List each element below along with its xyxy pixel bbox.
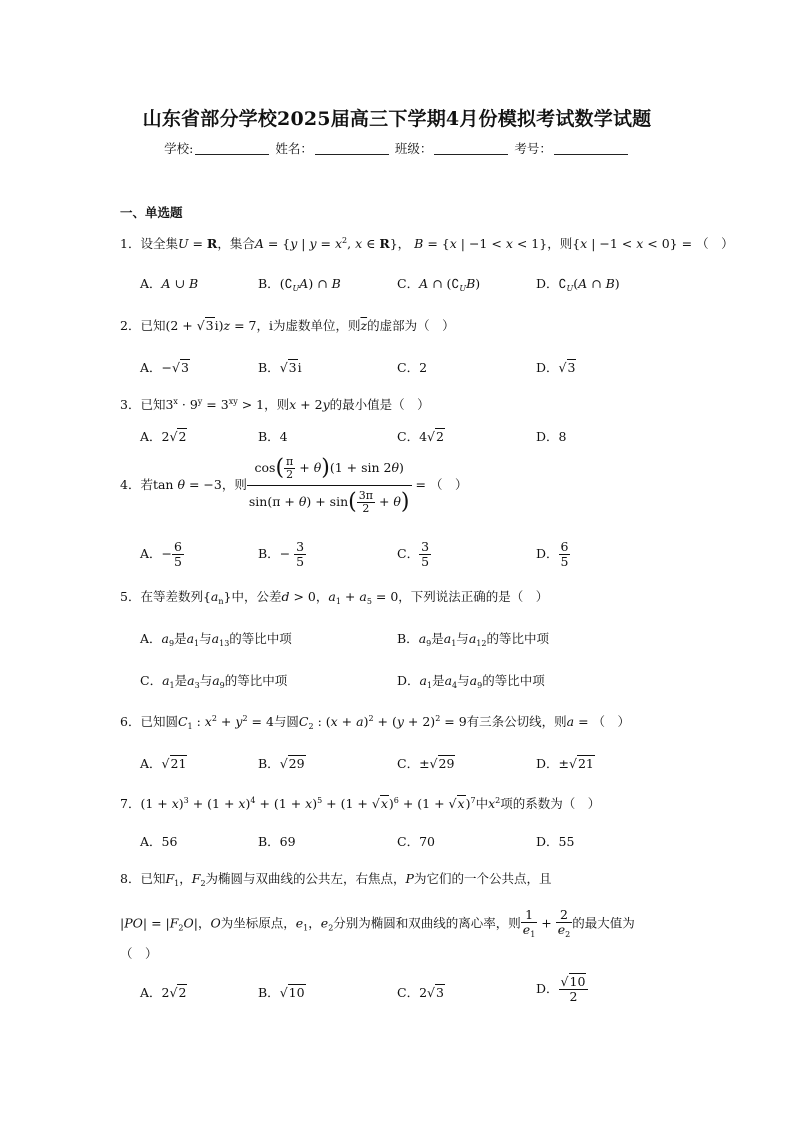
question-6: 6．已知圆$C_1$ : $x^2 + y^2 = 4$与圆$C_2$ : $(x + a)^2 + (y + 2)^2 = 9$有三条公切线，则a = （ ） [120, 714, 631, 731]
name-label: 姓名： [275, 141, 313, 156]
question-8-line-3: （ ） [120, 946, 158, 961]
q1-text: ，则 [547, 236, 573, 251]
question-5: 5．在等差数列$\{a_n\}$中，公差d > 0，$a_1 + a_5 = 0$，下列说法正确的是（ ） [120, 589, 549, 606]
q4-option-d[interactable]: D． $\frac{6}{5}$ [536, 539, 569, 569]
q3-option-c[interactable]: C．4√2 [397, 429, 444, 444]
page-title: 山东省部分学校2025届高三下学期4月份模拟考试数学试题 [142, 108, 652, 130]
q7-option-a[interactable]: A．56 [140, 834, 178, 849]
q6-option-c[interactable]: C．±√29 [397, 756, 455, 771]
q2-option-c[interactable]: C．2 [397, 360, 428, 375]
q2-option-b[interactable]: B．√3i [258, 360, 302, 375]
name-blank[interactable] [315, 142, 389, 155]
q3-option-d[interactable]: D．8 [536, 429, 567, 444]
q7-option-b[interactable]: B．69 [258, 834, 296, 849]
question-3: 3．已知$3^x \cdot 9^y = 3^{xy} > 1$，则x + 2y的最小值是（ ） [120, 397, 430, 412]
question-8-line-2: $|PO| = |F_2O|$，O为坐标原点，$e_1$，$e_2$分别为椭圆和双曲线的离心率，则 $\frac{1}{e_1}$ + $\frac{2}{e_2}$ 的最大值为 [120, 907, 635, 939]
school-label: 学校: [164, 141, 194, 156]
q8-option-a[interactable]: A．2√2 [140, 985, 187, 1000]
section-heading: 一、单选题 [120, 205, 183, 220]
question-4: 4．若tan θ = −3，则 cos( $\frac{\pi}{2}$ + θ)(1 + sin 2θ) sin(π + θ) + sin( $\frac{3\pi}{2}$ + θ) = （ ） [120, 455, 468, 516]
q5-option-b[interactable]: B．$a_9$是$a_1$与$a_{12}$的等比中项 [397, 631, 549, 648]
question-1: 1．设全集U = R，集合A = {y | $y = x^2$, x ∈ R}， B = {x | −1 < x < 1}，则{x | −1 < x < 0} = （ ） [120, 236, 734, 251]
q4-option-c[interactable]: C． $\frac{3}{5}$ [397, 539, 430, 569]
q5-option-d[interactable]: D．$a_1$是$a_4$与$a_9$的等比中项 [397, 673, 545, 690]
class-blank[interactable] [434, 142, 508, 155]
q1-text: 1．设全集 [120, 236, 178, 251]
q1-option-c[interactable]: C．A ∩ $(∁_UB)$ [397, 276, 481, 293]
q6-option-d[interactable]: D．±√21 [536, 756, 594, 771]
q3-option-b[interactable]: B．4 [258, 429, 288, 444]
q5-option-c[interactable]: C．$a_1$是$a_3$与$a_9$的等比中项 [140, 673, 288, 690]
q5-option-a[interactable]: A．$a_9$是$a_1$与$a_{13}$的等比中项 [140, 631, 292, 648]
q1-option-d[interactable]: D．$∁_U(A$ ∩ B) [536, 276, 620, 293]
q4-fraction: cos( $\frac{\pi}{2}$ + θ)(1 + sin 2θ) sin(π + θ) + sin( $\frac{3\pi}{2}$ + θ) [248, 455, 410, 516]
question-2: 2．已知(2 + √3i)z = 7，i为虚数单位，则$\overline{z}$的虚部为（ ） [120, 318, 455, 333]
q1-option-a[interactable]: A．A ∪ B [140, 276, 199, 291]
q6-option-b[interactable]: B．√29 [258, 756, 305, 771]
question-7: 7．$(1 + x)^3 + (1 + x)^4 + (1 + x)^5 + (1 + √x)^6 + (1 + √x)^7$中$x^2$项的系数为（ ） [120, 796, 601, 811]
q6-option-a[interactable]: A．√21 [140, 756, 187, 771]
question-8: 8．已知$F_1$，$F_2$为椭圆与双曲线的公共左，右焦点，P为它们的一个公共点，且 [120, 871, 552, 888]
q8-option-b[interactable]: B．√10 [258, 985, 305, 1000]
q7-option-c[interactable]: C．70 [397, 834, 435, 849]
school-blank[interactable] [195, 142, 269, 155]
q4-option-a[interactable]: A．− $\frac{6}{5}$ [140, 539, 182, 569]
q8-option-d[interactable]: D． $\frac{√10}{2}$ [536, 975, 588, 1004]
number-label: 考号： [514, 141, 552, 156]
q2-option-a[interactable]: A．−√3 [140, 360, 189, 375]
q3-option-a[interactable]: A．2√2 [140, 429, 187, 444]
q7-option-d[interactable]: D．55 [536, 834, 575, 849]
q1-option-b[interactable]: B．$(∁_UA)$ ∩ B [258, 276, 341, 293]
q1-text: ，集合 [217, 236, 255, 251]
q8-option-c[interactable]: C．2√3 [397, 985, 444, 1000]
number-blank[interactable] [554, 142, 628, 155]
q1-text: ， [397, 236, 411, 251]
q2-option-d[interactable]: D．√3 [536, 360, 576, 375]
class-label: 班级： [394, 141, 433, 156]
q4-option-b[interactable]: B．− $\frac{3}{5}$ [258, 539, 305, 569]
q1-text: （ ） [696, 236, 734, 251]
student-info-line [0, 139, 794, 157]
